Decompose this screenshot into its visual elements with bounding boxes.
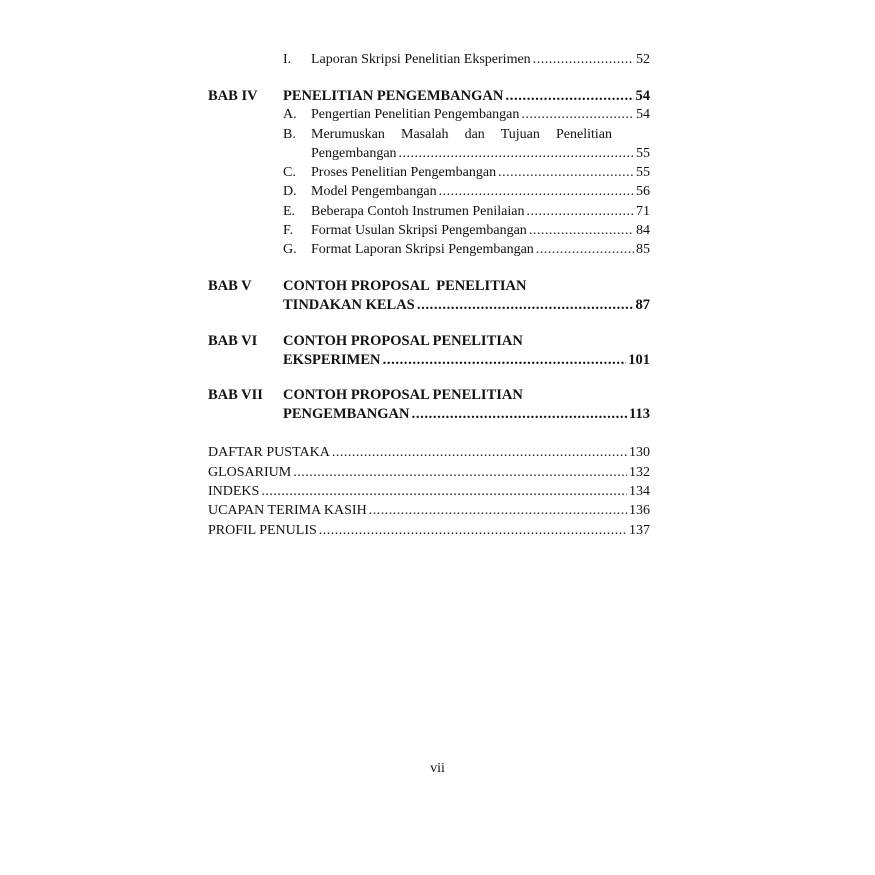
- toc-entry[interactable]: [208, 523, 650, 539]
- toc-entry-line2[interactable]: [311, 146, 650, 162]
- entry-page: 52: [636, 52, 650, 67]
- toc-entry[interactable]: [283, 184, 650, 200]
- entry-letter: C.: [283, 165, 296, 180]
- chapter-page: 101: [628, 352, 650, 368]
- chapter-label: BAB VI: [208, 333, 258, 349]
- entry-title: Format Usulan Skripsi Pengembangan . . .: [311, 223, 634, 239]
- chapter-title-line1-text: CONTOH PROPOSAL PENELITIAN: [283, 333, 523, 349]
- toc-entry[interactable]: [208, 484, 650, 500]
- entry-page: 84: [636, 223, 650, 238]
- entry-title-line2: Pengembangan . . .: [311, 146, 634, 162]
- entry-title-line1: Merumuskan Masalah dan Tujuan Penelitian: [311, 127, 612, 142]
- entry-letter: A.: [283, 107, 297, 122]
- entry-letter: G.: [283, 242, 297, 257]
- chapter-label: BAB IV: [208, 88, 258, 104]
- chapter-title-line1[interactable]: [283, 387, 650, 403]
- entry-title: Laporan Skripsi Penelitian Eksperimen . . .: [311, 52, 634, 68]
- entry-letter: I.: [283, 52, 292, 67]
- entry-title: GLOSARIUM . . .: [208, 465, 627, 481]
- chapter-page: 54: [635, 88, 650, 104]
- chapter-entry[interactable]: [283, 406, 650, 422]
- entry-page: 85: [636, 242, 650, 257]
- toc-entry[interactable]: [283, 242, 650, 258]
- entry-title: Beberapa Contoh Instrumen Penilaian . . .: [311, 204, 634, 220]
- toc-entry[interactable]: [208, 445, 650, 461]
- chapter-title-line1-text: CONTOH PROPOSAL PENELITIAN: [283, 278, 527, 294]
- entry-page: 55: [636, 146, 650, 161]
- toc-entry[interactable]: [283, 204, 650, 220]
- toc-entry[interactable]: [283, 223, 650, 239]
- chapter-label: BAB V: [208, 278, 252, 294]
- entry-title: DAFTAR PUSTAKA . . .: [208, 445, 627, 461]
- entry-page: 56: [636, 184, 650, 199]
- toc-entry[interactable]: [208, 465, 650, 481]
- chapter-entry[interactable]: [283, 88, 650, 104]
- chapter-title-line2: PENGEMBANGAN . . .: [283, 406, 627, 422]
- entry-title: Format Laporan Skripsi Pengembangan . . .: [311, 242, 634, 258]
- toc-entry[interactable]: [283, 52, 650, 68]
- entry-title: Pengertian Penelitian Pengembangan . . .: [311, 107, 634, 123]
- entry-page: 132: [629, 465, 650, 480]
- entry-letter: B.: [283, 127, 296, 142]
- entry-letter: F.: [283, 223, 294, 238]
- toc-entry[interactable]: [208, 503, 650, 519]
- chapter-title-line1[interactable]: [283, 333, 650, 349]
- toc-entry[interactable]: [283, 107, 650, 123]
- chapter-label: BAB VII: [208, 387, 263, 403]
- chapter-page: 113: [629, 406, 650, 422]
- entry-page: 55: [636, 165, 650, 180]
- toc-entry-line1[interactable]: [283, 127, 650, 143]
- entry-title: PROFIL PENULIS . . .: [208, 523, 627, 539]
- entry-letter: D.: [283, 184, 297, 199]
- chapter-title-line1-text: CONTOH PROPOSAL PENELITIAN: [283, 387, 523, 403]
- chapter-entry[interactable]: [283, 352, 650, 368]
- entry-letter: E.: [283, 204, 296, 219]
- entry-page: 136: [629, 503, 650, 518]
- toc-entry[interactable]: [283, 165, 650, 181]
- entry-page: 130: [629, 445, 650, 460]
- chapter-title-line2: TINDAKAN KELAS . . .: [283, 297, 634, 313]
- chapter-entry[interactable]: [283, 297, 650, 313]
- chapter-title: PENELITIAN PENGEMBANGAN . . .: [283, 88, 634, 104]
- entry-page: 137: [629, 523, 650, 538]
- chapter-title-line2: EKSPERIMEN . . .: [283, 352, 626, 368]
- entry-title: Model Pengembangan . . .: [311, 184, 634, 200]
- page-number: vii: [430, 761, 445, 776]
- entry-title: INDEKS . . .: [208, 484, 627, 500]
- entry-title: UCAPAN TERIMA KASIH . . .: [208, 503, 627, 519]
- chapter-page: 87: [635, 297, 650, 313]
- entry-page: 71: [636, 204, 650, 219]
- entry-title: Proses Penelitian Pengembangan . . .: [311, 165, 634, 181]
- entry-page: 134: [629, 484, 650, 499]
- entry-page: 54: [636, 107, 650, 122]
- chapter-title-line1[interactable]: [283, 278, 650, 294]
